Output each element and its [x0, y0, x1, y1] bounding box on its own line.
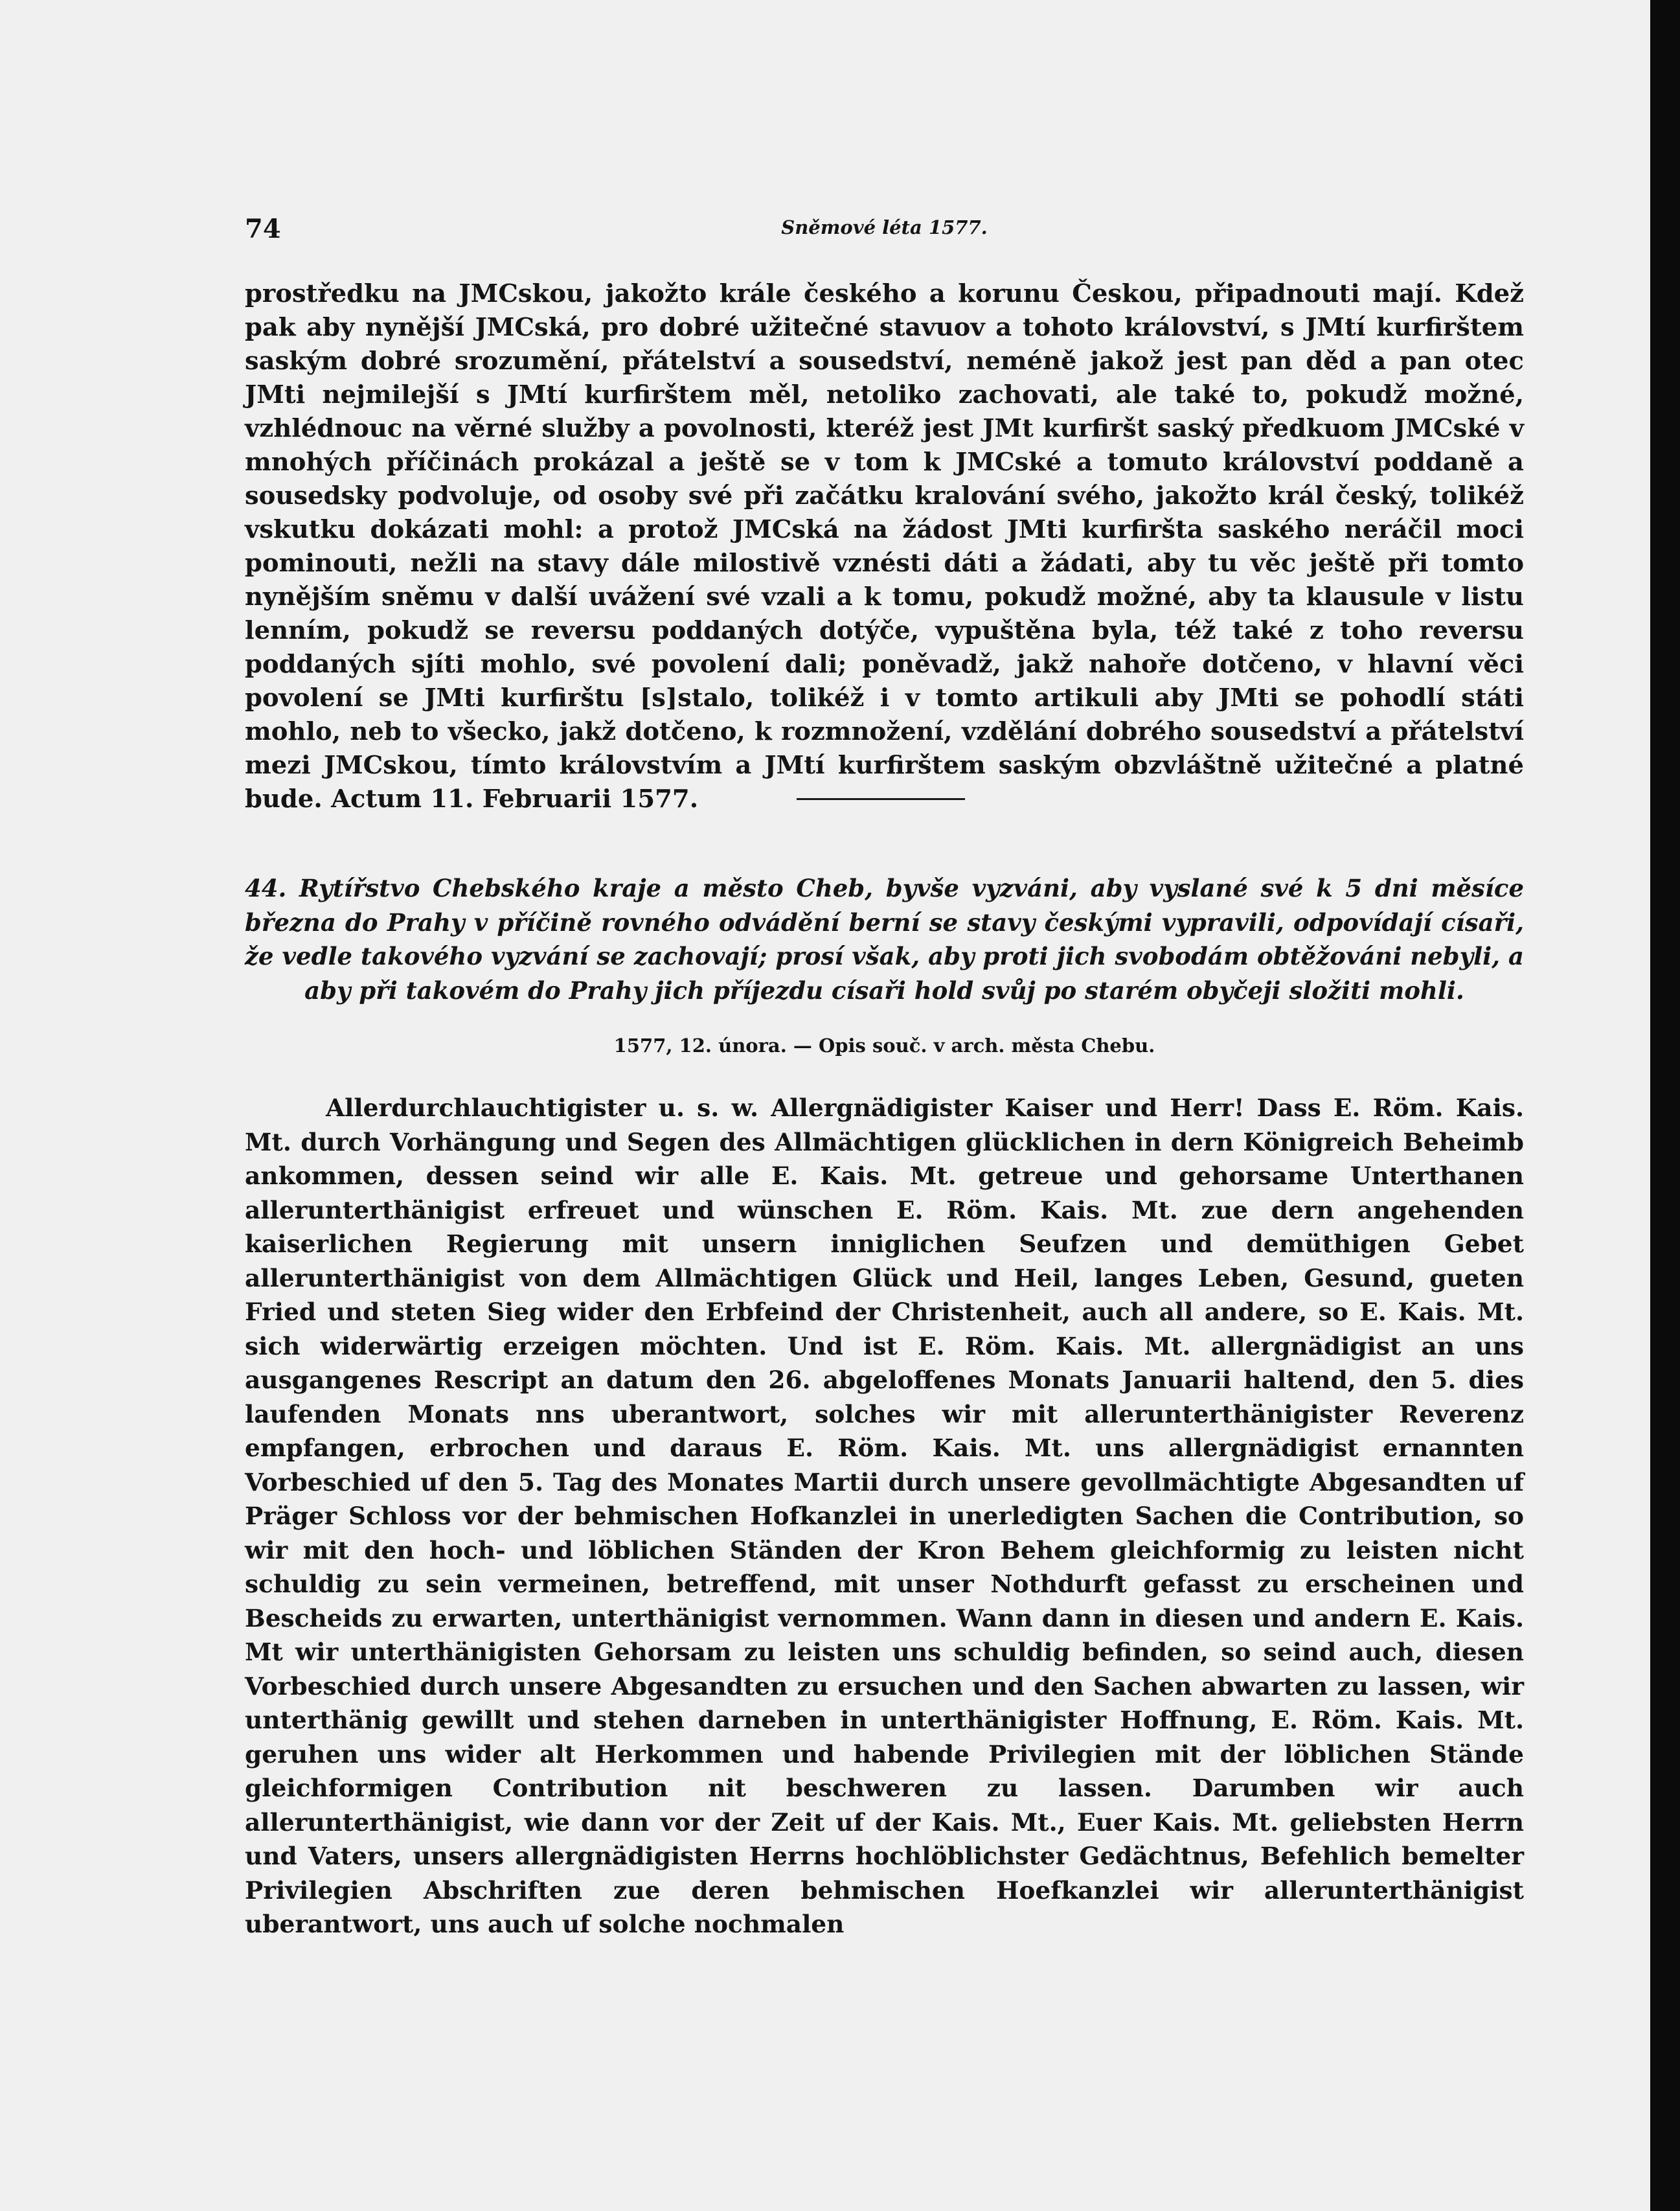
- entry-date-source: 1577, 12. února. — Opis souč. v arch. města Chebu.: [613, 1035, 1155, 1057]
- running-title: Sněmové léta 1577.: [781, 216, 988, 238]
- scan-border: [1650, 0, 1680, 2211]
- page-number: 74: [245, 214, 281, 244]
- section-divider: [797, 798, 965, 800]
- continuation-paragraph: prostředku na JMCskou, jakožto krále českého a korunu Českou, připadnouti mají. Kdež pak aby nynější JMCská, pro dobré užitečné stavuov a tohoto království, s JMtí kurfirštem saským dobré srozumění, přátelství a sousedství, neméně jakož jest pan děd a pan otec JMti nejmilejší s JMtí kurfirštem měl, netoliko zachovati, ale také to, pokudž možné, vzhlédnouc na věrné služby a povolnosti, kteréž jest JMt kurfiršt saský předkuom JMCské v mnohých příčinách prokázal a ještě se v tom k JMCské a tomuto království poddaně a sousedsky podvoluje, od osoby své při začátku kralování svého, jakožto král český, tolikéž vskutku dokázati mohl: a protož JMCská na žádost JMti kurfiršta saského neráčil moci pominouti, nežli na stavy dále milostivě vznésti dáti a žádati, aby tu věc ještě při tomto nynějším sněmu v další uvážení své vzali a k tomu, pokudž možné, aby ta klausule v listu lenním, pokudž se reversu poddaných dotýče, vypuštěna byla, též také z toho reversu poddaných sjíti mohlo, své povolení dali; poněvadž, jakž nahoře dotčeno, v hlavní věci povolení se JMti kurfirštu [s]stalo, tolikéž i v tomto artikuli aby JMti se pohodlí státi mohlo, neb to všecko, jakž dotčeno, k rozmnožení, vzdělání dobrého sousedství a přátelství mezi JMCskou, tímto královstvím a JMtí kurfirštem saským obzvláštně užitečné a platné bude. Actum 11. Februarii 1577.: [245, 279, 1524, 814]
- entry-title: 44. Rytířstvo Chebského kraje a město Cheb, byvše vyzváni, aby vyslané své k 5 dni měsíce března do Prahy v příčině rovného odvádění berní se stavy českými vypravili, odpovídají císaři, že vedle takového vyzvání se zachovají; prosí však, aby proti jich svobodám obtěžováni nebyli, a aby při takovém do Prahy jich příjezdu císaři hold svůj po starém obyčeji složiti mohli.: [245, 874, 1524, 1005]
- letter-body: Allerdurchlauchtigister u. s. w. Allergnädigister Kaiser und Herr! Dass E. Röm. Kais. Mt. durch Vorhängung und Segen des Allmächtigen glücklichen in dern Königreich Beheimb ankommen, dessen seind wir alle E. Kais. Mt. getreue und gehorsame Unterthanen allerunterthänigist erfreuet und wünschen E. Röm. Kais. Mt. zue dern angehenden kaiserlichen Regierung mit unsern inniglichen Seufzen und demüthigen Gebet allerunterthänigist von dem Allmächtigen Glück und Heil, langes Leben, Gesund, gueten Fried und steten Sieg wider den Erbfeind der Christenheit, auch all andere, so E. Kais. Mt. sich widerwärtig erzeigen möchten. Und ist E. Röm. Kais. Mt. allergnädigist an uns ausgangenes Rescript an datum den 26. abgeloffenes Monats Januarii haltend, den 5. dies laufenden Monats nns uberantwort, solches wir mit allerunterthänigister Reverenz empfangen, erbrochen und daraus E. Röm. Kais. Mt. uns allergnädigist ernannten Vorbeschied uf den 5. Tag des Monates Martii durch unsere gevollmächtigte Abgesandten uf Präger Schloss vor der behmischen Hofkanzlei in unerledigten Sachen die Contribution, so wir mit den hoch- und löblichen Ständen der Kron Behem gleichformig zu leisten nicht schuldig zu sein vermeinen, betreffend, mit unser Nothdurft gefasst zu erscheinen und Bescheids zu erwarten, unterthänigist vernommen. Wann dann in diesen und andern E. Kais. Mt wir unterthänigisten Gehorsam zu leisten uns schuldig befinden, so seind auch, diesen Vorbeschied durch unsere Abgesandten zu ersuchen und den Sachen abwarten zu lassen, wir unterthänig gewillt und stehen darneben in unterthänigister Hoffnung, E. Röm. Kais. Mt. geruhen uns wider alt Herkommen und habende Privilegien mit der löblichen Stände gleichformigen Contribution nit beschweren zu lassen. Darumben wir auch allerunterthänigist, wie dann vor der Zeit uf der Kais. Mt., Euer Kais. Mt. geliebsten Herrn und Vaters, unsers allergnädigisten Herrns hochlöblichster Gedächtnus, Befehlich bemelter Privilegien Abschriften zue deren behmischen Hoefkanzlei wir allerunterthänigist uberantwort, uns auch uf solche nochmalen: [245, 1094, 1524, 1938]
- page-header: [245, 214, 1524, 246]
